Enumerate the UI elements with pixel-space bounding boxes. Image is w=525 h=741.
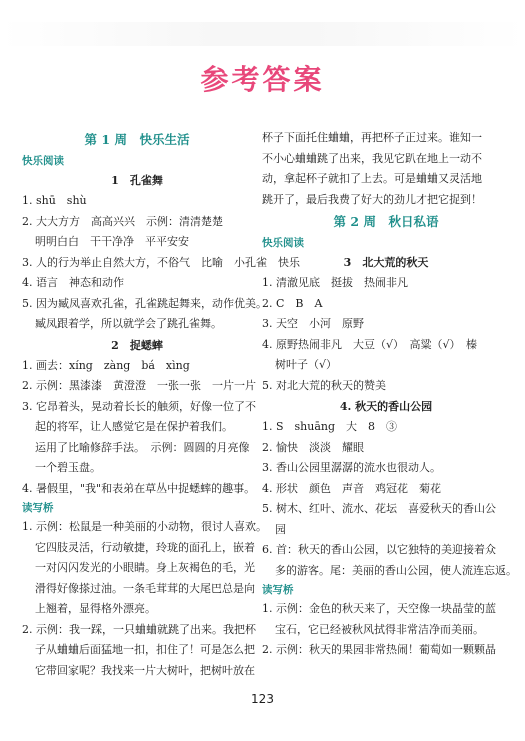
answer-line: 杯子下面托住蛐蛐，再把杯子正过来。谁知一	[262, 131, 482, 144]
answer-line: 1. shū shù	[22, 194, 87, 207]
answer-line: 4. 形状 颜色 声音 鸡冠花 菊花	[262, 481, 441, 495]
article-title: 1 孔雀舞	[111, 174, 163, 187]
answer-line: 6. 首：秋天的香山公园，以它独特的美迎接着众	[262, 543, 496, 556]
article-title: 3 北大荒的秋天	[343, 256, 429, 269]
section-label: 快乐阅读	[262, 237, 304, 249]
answer-line: 动，拿起杯子就扣了上去。可是蛐蛐又灵活地	[262, 172, 482, 185]
week-heading: 第 2 周 秋日私语	[333, 214, 439, 229]
answer-line: 起的将军，让人感觉它是在保护着我们。	[35, 420, 233, 433]
answer-line: 4. 语言 神态和动作	[22, 276, 124, 289]
page-number: 123	[251, 692, 274, 706]
answer-line: 一对闪闪发光的小眼睛。身上灰褐色的毛，光	[35, 561, 255, 574]
answer-line: 4. 暑假里，"我"和表弟在草丛中捉蟋蟀的趣事。	[22, 481, 256, 495]
section-label: 读写桥	[22, 502, 54, 514]
answer-line: 跳开了，最后我费了好大的劲儿才把它捉到！	[262, 192, 482, 206]
answer-line: 1. 清澈见底 挺拔 热闹非凡	[262, 276, 408, 289]
answer-line: 明明白白 干干净净 平平安安	[35, 235, 189, 248]
page-title: 参考答案	[200, 63, 325, 96]
answer-line: 子从蛐蛐后面猛地一扣，扣住了！可是怎么把	[35, 643, 255, 656]
answer-line: 宝石，它已经被秋风拭得非常洁净而美丽。	[275, 622, 484, 636]
answer-line: 1. 画去：xíng zàng bá xìng	[22, 358, 190, 372]
answer-line: 2. 愉快 淡淡 耀眼	[262, 440, 364, 454]
answer-line: 滑得好像搽过油。一条毛茸茸的大尾巴总是向	[35, 581, 255, 595]
answer-line: 5. 树木、红叶、流水、花坛 喜爱秋天的香山公	[262, 502, 496, 515]
answer-line: 1. S shuāng 大 8 ③	[262, 420, 398, 433]
article-title: 4. 秋天的香山公园	[339, 400, 433, 413]
section-label: 读写桥	[262, 584, 294, 596]
answer-line: 3. 人的行为举止自然大方，不俗气 比喻 小孔雀 快乐	[22, 255, 300, 269]
answer-line: 不小心蛐蛐跳了出来，我见它趴在地上一动不	[262, 151, 482, 165]
answer-line: 1. 示例：松鼠是一种美丽的小动物，很讨人喜欢。	[22, 520, 267, 533]
week-heading: 第 1 周 快乐生活	[84, 132, 190, 147]
answer-line: 1. 示例：金色的秋天来了，天空像一块晶莹的蓝	[262, 602, 496, 615]
answer-line: 2. C B A	[262, 296, 323, 310]
article-title: 2 捉蟋蟀	[111, 338, 163, 352]
answer-line: 4. 原野热闹非凡 大豆（√） 高粱（√） 榛	[262, 337, 478, 351]
answer-line: 臧凤跟着学，所以就学会了跳孔雀舞。	[35, 317, 222, 330]
answer-line: 树叶子（√）	[275, 358, 338, 371]
answer-line: 它四肢灵活，行动敏捷，玲珑的面孔上，嵌着	[35, 540, 255, 554]
answer-line: 它带回家呢？我找来一片大树叶，把树叶放在	[35, 663, 255, 677]
answer-line: 上翘着，显得格外漂亮。	[35, 602, 156, 615]
answer-line: 一个碧玉盘。	[35, 461, 101, 474]
section-label: 快乐阅读	[22, 155, 64, 167]
answer-line: 5. 对北大荒的秋天的赞美	[262, 378, 386, 392]
answer-line: 3. 它昂着头，晃动着长长的触须，好像一位了不	[22, 399, 256, 413]
answer-line: 园	[275, 522, 286, 536]
answer-line: 2. 示例：秋天的果园非常热闹！葡萄如一颗颗晶	[262, 643, 496, 656]
answer-line: 2. 示例：我一踩，一只蛐蛐就跳了出来。我把杯	[22, 622, 256, 636]
answer-line: 2. 大大方方 高高兴兴 示例：清清楚楚	[22, 214, 223, 228]
answer-line: 3. 天空 小河 原野	[262, 317, 364, 330]
right-column	[262, 128, 517, 661]
answer-line: 运用了比喻修辞手法。 示例：圆圆的月亮像	[35, 440, 250, 454]
answer-line: 2. 示例：黑漆漆 黄澄澄 一张一张 一片一片	[22, 379, 256, 392]
answer-line: 多的游客。尾：美丽的香山公园，使人流连忘返。	[275, 563, 517, 577]
answer-line: 3. 香山公园里潺潺的流水也很动人。	[262, 461, 441, 474]
answer-line: 5. 因为臧凤喜欢孔雀，孔雀跳起舞来，动作优美。	[22, 296, 267, 310]
faint-header-band	[0, 22, 525, 46]
